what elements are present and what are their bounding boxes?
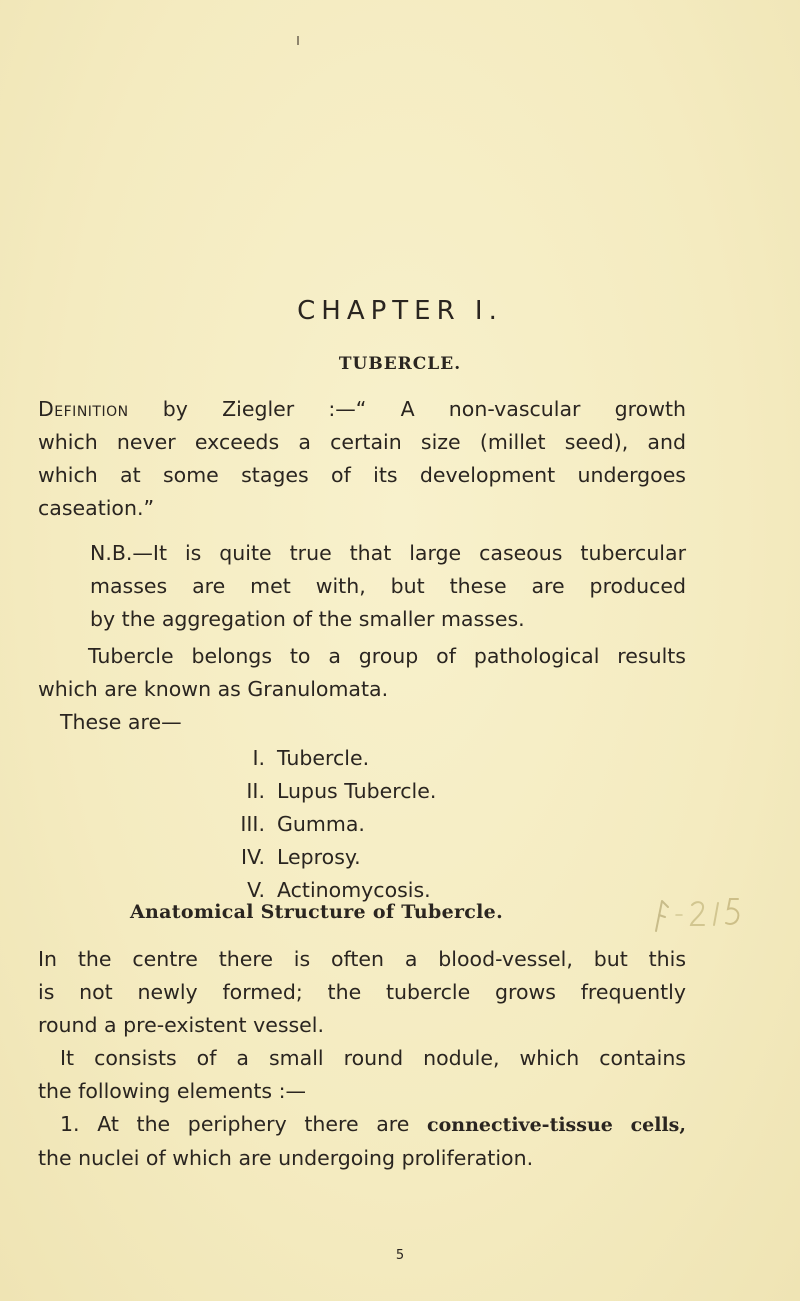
anatomy-line-7: the nuclei of which are undergoing proliferation. (38, 1146, 534, 1170)
granulomata-line-2: which are known as Granulomata. (38, 677, 389, 701)
anatomy-line-5: the following elements :— (38, 1079, 306, 1103)
list-item-numeral: III. (240, 812, 265, 836)
page-number: 5 (395, 1248, 405, 1263)
anatomy-line-2: is not newly formed; the tubercle grows frequently (38, 980, 686, 1004)
list-item-numeral: II. (246, 779, 265, 803)
list-item-label: Actinomycosis. (277, 878, 431, 902)
pencil-annotation-mark (646, 893, 776, 943)
anatomy-line-1: In the centre there is often a blood-vessel, but this (38, 947, 686, 971)
section-heading: Anatomical Structure of Tubercle. (130, 901, 503, 923)
list-item-label: Leprosy. (277, 845, 361, 869)
granulomata-paragraph (38, 640, 686, 739)
definition-lead: Definition (38, 397, 129, 421)
list-item-numeral: I. (252, 746, 265, 770)
list-item-numeral: V. (247, 878, 265, 902)
list-item-numeral: IV. (241, 845, 265, 869)
granulomata-line-1: Tubercle belongs to a group of pathological results (88, 644, 686, 668)
definition-line-3: which at some stages of its development undergoes (38, 463, 686, 487)
chapter-heading: CHAPTER I. (297, 296, 503, 326)
anatomy-line-6 (38, 1108, 686, 1142)
anatomy-line-4: It consists of a small round nodule, which contains (60, 1046, 686, 1070)
definition-line-1-text: by Ziegler :—“ A non-vascular growth (162, 397, 686, 421)
list-item-label: Gumma. (277, 812, 365, 836)
definition-paragraph (38, 393, 686, 525)
chapter-subject: TUBERCLE. (338, 354, 462, 374)
list-item (38, 742, 538, 775)
list-item (38, 841, 538, 874)
nota-bene-line-3: by the aggregation of the smaller masses. (90, 607, 525, 631)
list-item-label: Tubercle. (277, 746, 370, 770)
list-item-label: Lupus Tubercle. (277, 779, 437, 803)
nota-bene-line-1: N.B.—It is quite true that large caseous tubercular (90, 541, 686, 565)
list-item (38, 775, 538, 808)
anatomy-line-6-emphasis: connective-tissue cells, (427, 1114, 686, 1136)
page-blemish-mark (297, 36, 299, 45)
nota-bene-line-2: masses are met with, but these are produced (90, 574, 686, 598)
nota-bene-paragraph (90, 537, 686, 636)
anatomy-paragraph (38, 943, 686, 1175)
definition-line-1 (38, 393, 686, 426)
granulomata-line-3: These are— (60, 710, 182, 734)
anatomy-line-3: round a pre-existent vessel. (38, 1013, 324, 1037)
list-item (38, 808, 538, 841)
definition-line-2: which never exceeds a certain size (millet seed), and (38, 430, 686, 454)
granulomata-list (38, 742, 538, 907)
definition-line-4: caseation.” (38, 496, 155, 520)
anatomy-line-6-text: 1. At the periphery there are (60, 1112, 410, 1136)
